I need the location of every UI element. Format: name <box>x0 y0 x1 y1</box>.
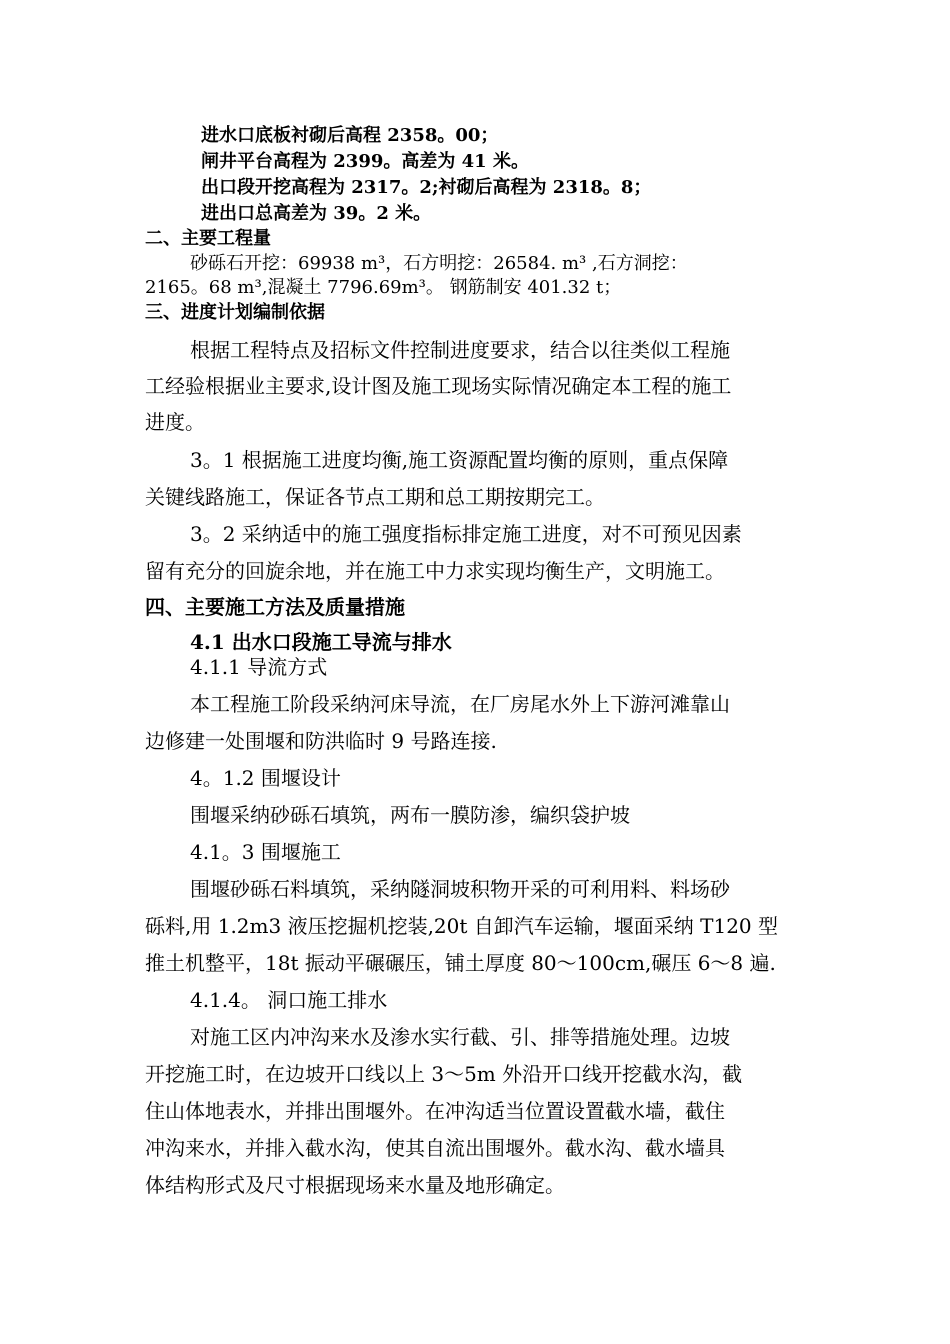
intro-line-3: 出口段开挖高程为 2317。2;衬砌后高程为 2318。8； <box>201 177 652 198</box>
para-3-1-line-2: 关键线路施工，保证各节点工期和总工期按期完工。 <box>145 485 605 509</box>
quantities-line-2: 2165。68 m³,混凝土 7796.69m³。 钢筋制安 401.32 t； <box>145 277 622 298</box>
para-4-1-3-line-2: 砾料,用 1.2m3 液压挖掘机挖装,20t 自卸汽车运输，堰面采纳 T120 型 <box>145 914 778 938</box>
para-4-1-2: 围堰采纳砂砾石填筑，两布一膜防渗，编织袋护坡 <box>190 803 630 827</box>
para-4-1-3-line-3: 推土机整平，18t 振动平碾碾压，铺土厚度 80～100cm,碾压 6～8 遍. <box>145 951 776 975</box>
para-4-1-4-line-1: 对施工区内冲沟来水及渗水实行截、引、排等措施处理。边坡 <box>190 1025 730 1049</box>
quantities-line-1: 砂砾石开挖：69938 m³，石方明挖：26584. m³ ,石方洞挖： <box>190 253 688 274</box>
heading-4-1-1: 4.1.1 导流方式 <box>190 655 328 679</box>
para-4-1-4-line-2: 开挖施工时，在边坡开口线以上 3～5m 外沿开口线开挖截水沟，截 <box>145 1062 743 1086</box>
intro-line-2: 闸井平台高程为 2399。高差为 41 米。 <box>201 151 529 172</box>
para-4-1-4-line-5: 体结构形式及尺寸根据现场来水量及地形确定。 <box>145 1173 565 1197</box>
heading-4-1-2: 4。1.2 围堰设计 <box>190 766 341 790</box>
heading-4-1-3: 4.1。3 围堰施工 <box>190 840 341 864</box>
intro-line-4: 进出口总高差为 39。2 米。 <box>201 203 432 224</box>
para-4-1-4-line-4: 冲沟来水，并排入截水沟，使其自流出围堰外。截水沟、截水墙具 <box>145 1136 725 1160</box>
para-4-1-1-line-2: 边修建一处围堰和防洪临时 9 号路连接. <box>145 729 497 753</box>
para-3-basis-line-3: 进度。 <box>145 410 205 434</box>
para-4-1-4-line-3: 住山体地表水，并排出围堰外。在冲沟适当位置设置截水墙，截住 <box>145 1099 725 1123</box>
para-3-2-line-1: 3。2 采纳适中的施工强度指标排定施工进度，对不可预见因素 <box>190 522 742 546</box>
section-3-heading: 三、进度计划编制依据 <box>145 302 325 323</box>
para-3-1-line-1: 3。1 根据施工进度均衡,施工资源配置均衡的原则，重点保障 <box>190 448 729 472</box>
para-3-basis-line-2: 工经验根据业主要求,设计图及施工现场实际情况确定本工程的施工 <box>145 374 732 398</box>
subsection-4-1-heading: 4.1 出水口段施工导流与排水 <box>190 630 452 654</box>
para-3-basis-line-1: 根据工程特点及招标文件控制进度要求，结合以往类似工程施 <box>190 338 730 362</box>
intro-line-1: 进水口底板衬砌后高程 2358。00； <box>201 125 499 146</box>
section-4-heading: 四、主要施工方法及质量措施 <box>145 595 405 619</box>
section-2-heading: 二、主要工程量 <box>145 228 271 249</box>
para-4-1-1-line-1: 本工程施工阶段采纳河床导流，在厂房尾水外上下游河滩靠山 <box>190 692 730 716</box>
heading-4-1-4: 4.1.4。 洞口施工排水 <box>190 988 388 1012</box>
para-4-1-3-line-1: 围堰砂砾石料填筑，采纳隧洞坡积物开采的可利用料、料场砂 <box>190 877 730 901</box>
para-3-2-line-2: 留有充分的回旋余地，并在施工中力求实现均衡生产，文明施工。 <box>145 559 725 583</box>
